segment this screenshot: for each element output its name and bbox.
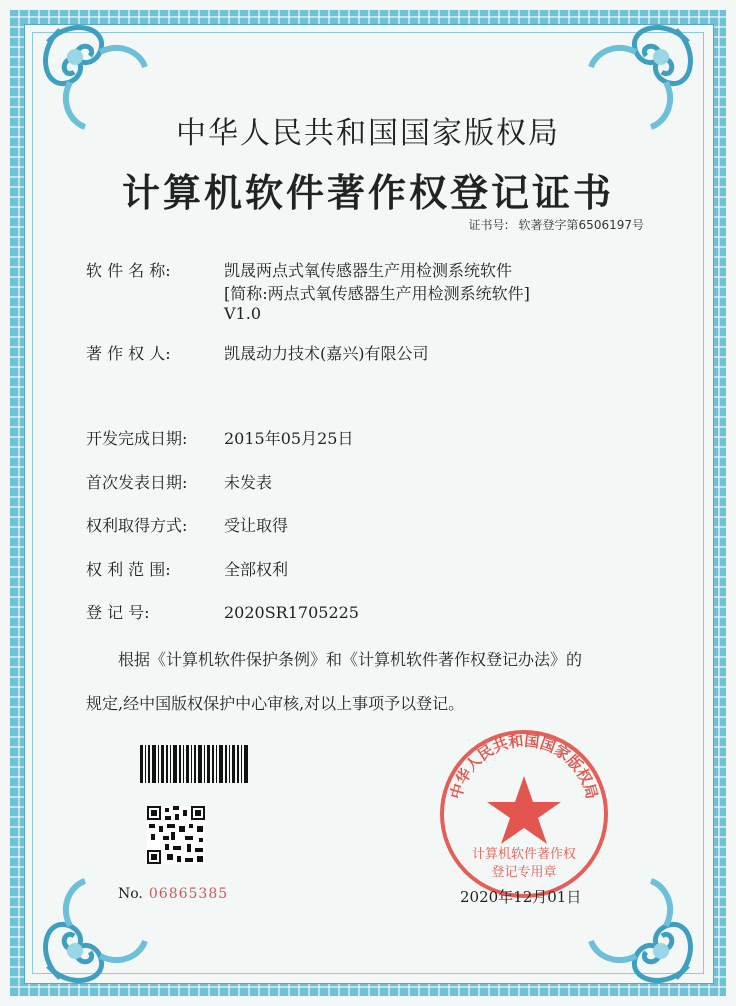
software-name-row xyxy=(86,258,512,281)
body-line-2: 规定,经中国版权保护中心审核,对以上事项予以登记。 xyxy=(86,694,465,713)
certificate-title: 计算机软件著作权登记证书 xyxy=(121,170,614,215)
reg-no-label: 登 记 号: xyxy=(86,603,150,622)
body-paragraph xyxy=(86,638,676,726)
scope-row xyxy=(86,557,288,580)
acquire-label: 权利取得方式: xyxy=(86,516,188,535)
acquire-row xyxy=(86,513,288,536)
pub-date-label: 首次发表日期: xyxy=(86,473,188,492)
seal-line-2: 登记专用章 xyxy=(491,865,557,880)
software-version: V1.0 xyxy=(224,304,261,323)
acquire-value: 受让取得 xyxy=(224,516,289,535)
owner-label: 著 作 权 人: xyxy=(86,344,171,363)
certificate-number-label: 证书号: xyxy=(468,218,509,232)
owner-value: 凯晟动力技术(嘉兴)有限公司 xyxy=(224,344,429,363)
dev-date-row xyxy=(86,426,353,449)
reg-no-value: 2020SR1705225 xyxy=(224,603,359,622)
software-name-value: 凯晟两点式氧传感器生产用检测系统软件 xyxy=(224,261,513,280)
scope-label: 权 利 范 围: xyxy=(86,560,171,579)
body-line-1: 根据《计算机软件保护条例》和《计算机软件著作权登记办法》的 xyxy=(118,650,583,669)
pub-date-row xyxy=(86,470,272,493)
software-name-label: 软 件 名 称: xyxy=(86,261,171,280)
official-seal xyxy=(434,724,614,904)
seal-line-1: 计算机软件著作权 xyxy=(471,847,577,862)
dev-date-label: 开发完成日期: xyxy=(86,429,188,448)
issuer-heading: 中华人民共和国国家版权局 xyxy=(176,116,560,151)
certificate-number xyxy=(459,216,645,233)
dev-date-value: 2015年05月25日 xyxy=(224,429,354,448)
scope-value: 全部权利 xyxy=(224,560,289,579)
software-short-name: [简称:两点式氧传感器生产用检测系统软件] xyxy=(224,284,530,303)
barcode xyxy=(140,745,250,783)
seal-ring-text: 中华人民共和国国家版权局 xyxy=(446,731,602,801)
reg-no-row xyxy=(86,600,359,623)
certificate-number-value: 软著登字第6506197号 xyxy=(518,218,644,232)
serial-number xyxy=(118,886,228,902)
pub-date-value: 未发表 xyxy=(224,473,273,492)
qr-code xyxy=(147,806,205,864)
serial-value: 06865385 xyxy=(148,886,229,902)
issue-date: 2020年12月01日 xyxy=(460,888,582,906)
serial-label: No. xyxy=(118,886,143,902)
owner-row xyxy=(86,341,429,364)
